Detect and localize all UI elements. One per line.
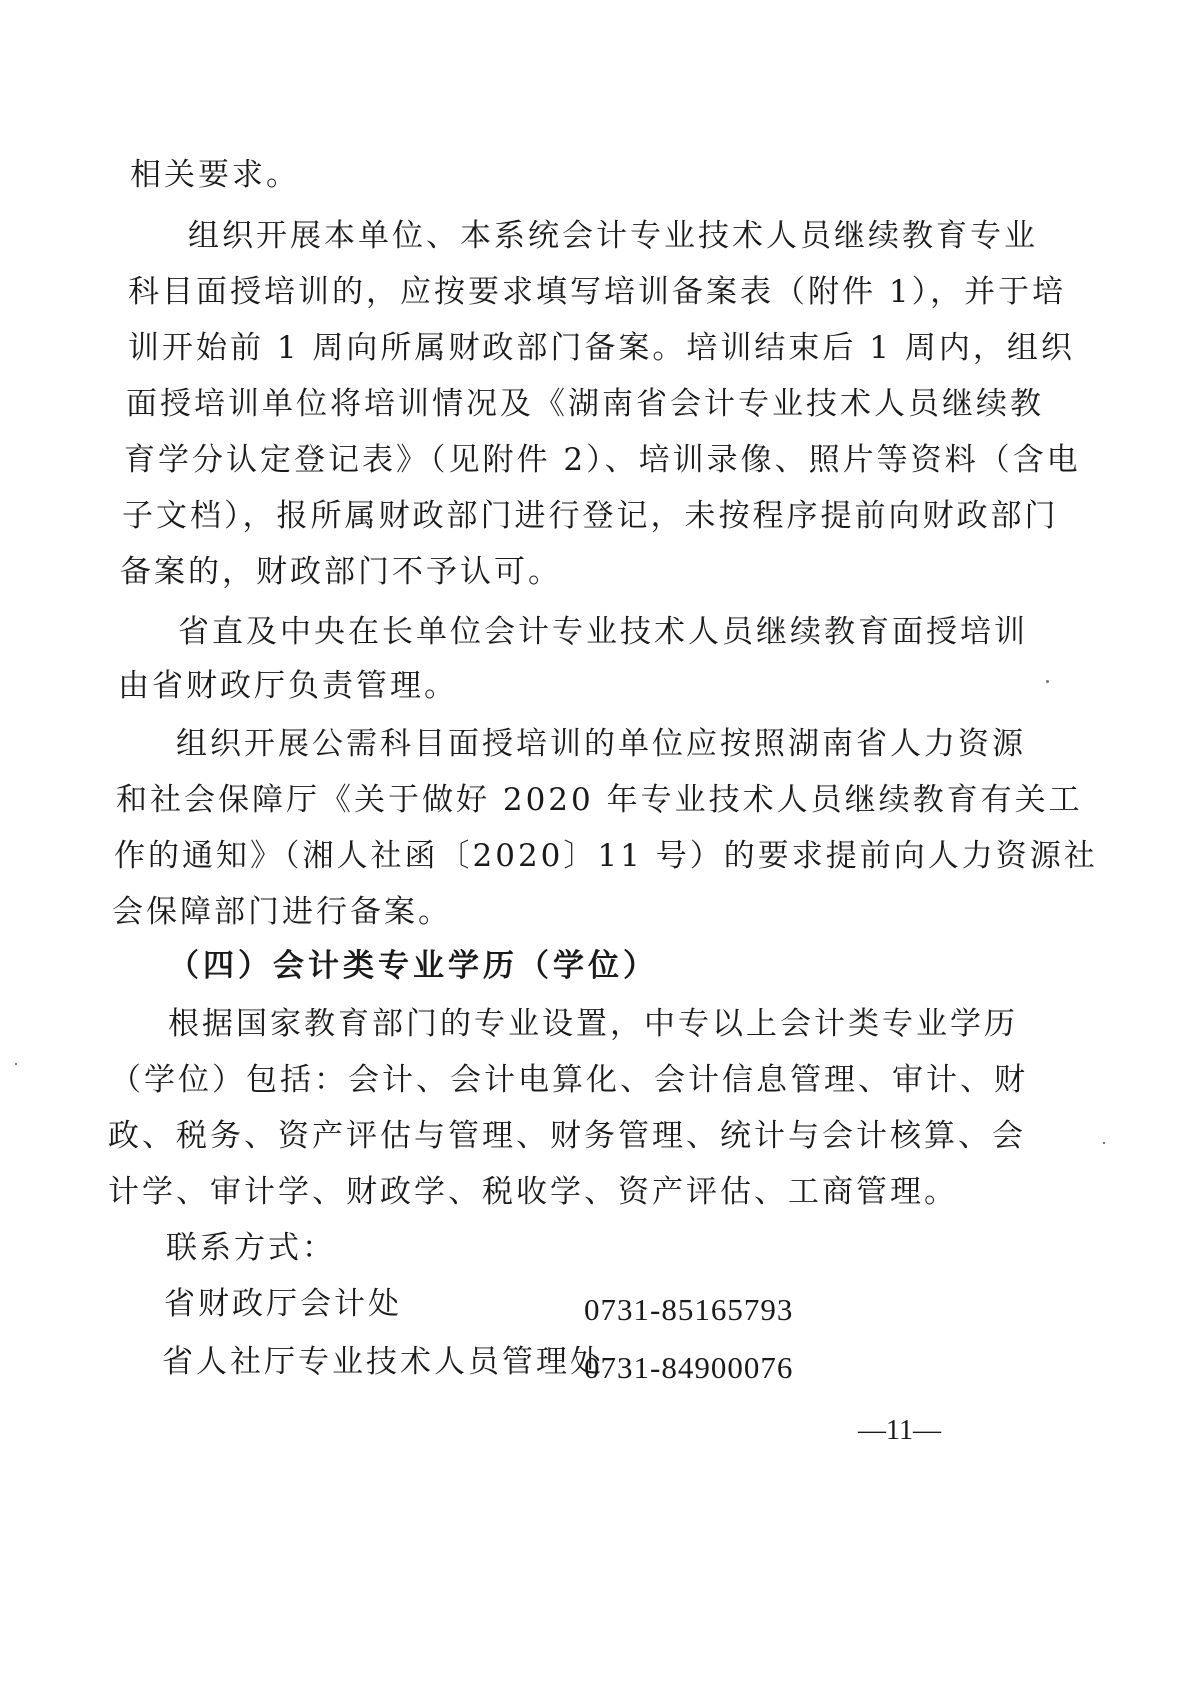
contact-label: 联系方式： [166, 1230, 336, 1266]
text-line: 由省财政厅负责管理。 [118, 668, 458, 704]
text-line: 子文档），报所属财政部门进行登记，未按程序提前向财政部门 [122, 498, 1059, 534]
text-line: 训开始前 1 周向所属财政部门备案。培训结束后 1 周内，组织 [128, 330, 1075, 366]
text-line: 组织开展本单位、本系统会计专业技术人员继续教育专业 [188, 218, 1038, 254]
text-line: 和社会保障厅《关于做好 2020 年专业技术人员继续教育有关工 [116, 782, 1083, 818]
scan-dot [1103, 1142, 1105, 1144]
contact-phone: 0731-84900076 [584, 1350, 794, 1385]
text-line: 根据国家教育部门的专业设置，中专以上会计类专业学历 [168, 1006, 1018, 1042]
text-line: 育学分认定登记表》（见附件 2）、培训录像、照片等资料（含电 [124, 442, 1081, 478]
section-heading: （四）会计类专业学历（学位） [168, 948, 658, 984]
contact-name: 省财政厅会计处 [164, 1286, 402, 1322]
page-number: —11— [858, 1415, 941, 1446]
text-line: 政、税务、资产评估与管理、财务管理、统计与会计核算、会 [108, 1118, 1026, 1154]
scan-dot [15, 1063, 17, 1065]
text-line: 组织开展公需科目面授培训的单位应按照湖南省人力资源 [176, 726, 1026, 762]
text-line: 备案的，财政部门不予认可。 [120, 554, 562, 590]
text-line: 相关要求。 [130, 157, 300, 193]
text-line: 面授培训单位将培训情况及《湖南省会计专业技术人员继续教 [126, 386, 1044, 422]
contact-name: 省人社厅专业技术人员管理处 [162, 1344, 604, 1380]
text-line: 会保障部门进行备案。 [112, 894, 452, 930]
text-line: （学位）包括：会计、会计电算化、会计信息管理、审计、财 [110, 1062, 1028, 1098]
scan-dot [1046, 680, 1049, 683]
text-line: 省直及中央在长单位会计专业技术人员继续教育面授培训 [178, 614, 1028, 650]
text-line: 科目面授培训的，应按要求填写培训备案表（附件 1），并于培 [128, 274, 1067, 310]
text-line: 计学、审计学、财政学、税收学、资产评估、工商管理。 [108, 1174, 958, 1210]
contact-phone: 0731-85165793 [584, 1292, 794, 1327]
text-line: 作的通知》（湘人社函〔2020〕11 号）的要求提前向人力资源社 [114, 838, 1098, 874]
